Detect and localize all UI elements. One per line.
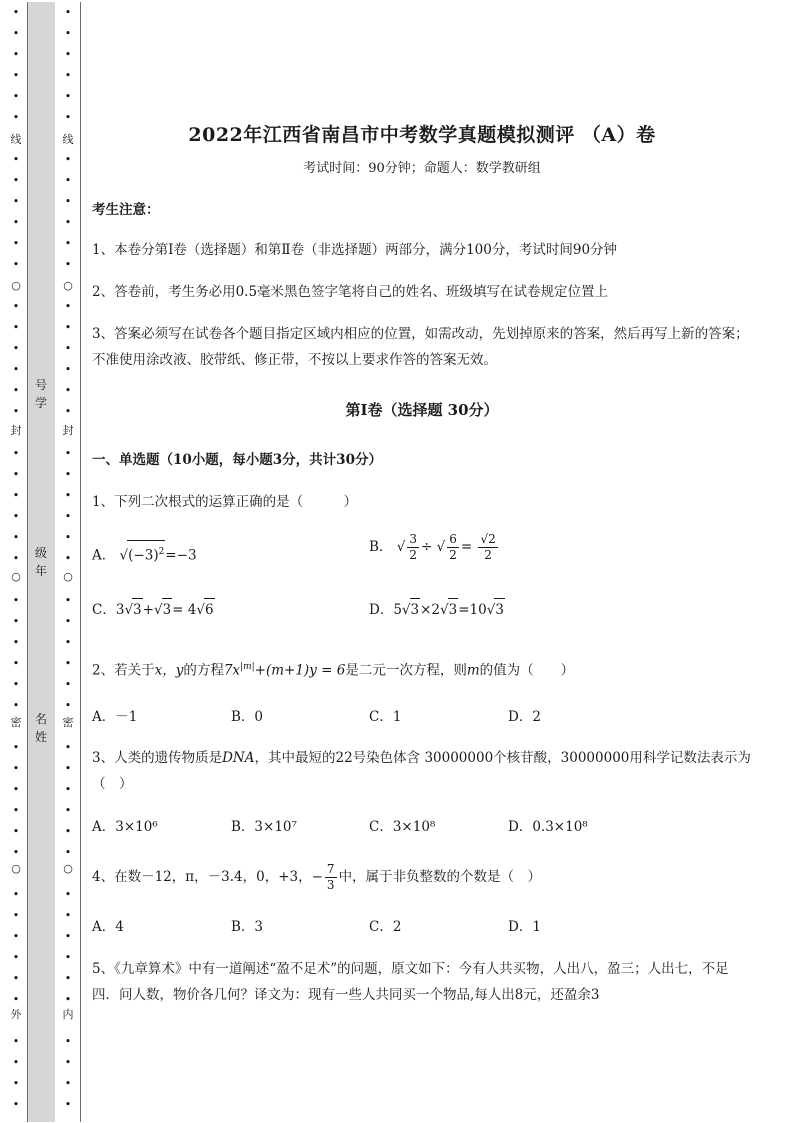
seal-dot: • [64,804,72,817]
seal-mark-seal: 封 [10,424,22,437]
seal-dot: • [12,615,20,628]
seal-dot: • [12,888,20,901]
seal-dot: • [12,1035,20,1048]
question-3-option-a: A．3×10⁶ [92,819,158,835]
seal-mark-bottom: 内 [62,1008,74,1021]
seal-dot: • [12,510,20,523]
seal-dot: • [12,741,20,754]
seal-dot: • [12,930,20,943]
seal-dot: • [64,1056,72,1069]
seal-dot: • [64,6,72,19]
seal-mark-circle: ○ [63,279,73,292]
question-2-stem: 2、若关于x，y的方程$7x^{|m|}+(m+1)y = 6$是二元一次方程，则m的值为（ ） [92,662,575,679]
seal-mark-circle: ○ [63,862,73,875]
seal-dot: • [64,636,72,649]
seal-dot: • [12,1056,20,1069]
seal-mark-bottom: 外 [10,1008,22,1021]
seal-dot: • [64,342,72,355]
seal-mark-secret: 密 [62,716,74,729]
seal-dot: • [12,237,20,250]
seal-mark-line: 线 [10,133,22,146]
question-1-option-b: B． √ $\frac{3}{2}$ ÷ √ $\frac{6}{2}$ = $\frac{√2}{2}$ [369,532,496,562]
seal-dot: • [12,174,20,187]
seal-dot: • [12,195,20,208]
seal-dot: • [12,216,20,229]
seal-dot: • [64,909,72,922]
notice-item-2: 2、答卷前，考生务必用0.5毫米黑色签字笔将自己的姓名、班级填写在试卷规定位置上 [92,284,609,300]
seal-dot: • [64,993,72,1006]
seal-dot: • [64,657,72,670]
seal-dot: • [64,615,72,628]
student-number-label: 号学 [34,378,47,410]
seal-mark-line: 线 [62,133,74,146]
seal-mark-circle: ○ [11,570,21,583]
class-label: 级年 [34,546,47,578]
part1-title: 第I卷（选择题 30分） [345,401,499,419]
question-2-option-b: B．0 [231,709,264,725]
seal-dot: • [64,48,72,61]
seal-dot: • [12,447,20,460]
seal-dot: • [12,657,20,670]
seal-dot: • [12,258,20,271]
seal-dot: • [12,111,20,124]
seal-dot: • [64,741,72,754]
notice-heading: 考生注意： [92,202,160,218]
seal-dot: • [12,909,20,922]
seal-dot: • [12,48,20,61]
question-3-stem: 3、人类的遗传物质是DNA，其中最短的22号染色体含 30000000个核苷酸，30000000用科学记数法表示为（ ） [92,750,751,792]
seal-dot: • [12,321,20,334]
seal-mark-secret: 密 [10,716,22,729]
exam-title: 2022年江西省南昌市中考数学真题模拟测评 （A）卷 [188,124,656,146]
question-2-option-a: A．－1 [92,709,138,725]
seal-dot: • [12,804,20,817]
question-1-option-c: C．3√3+√3= 4√6 [92,598,215,621]
question-4-option-b: B．3 [231,919,264,935]
notice-item-1: 1、本卷分第I卷（选择题）和第Ⅱ卷（非选择题）两部分，满分100分，考试时间90分钟 [92,242,618,258]
seal-dot: • [12,1098,20,1111]
seal-dot: • [12,699,20,712]
question-4-option-a: A．4 [92,919,124,935]
seal-dot: • [12,846,20,859]
seal-dot: • [12,972,20,985]
name-label: 名姓 [34,712,47,744]
seal-mark-seal: 封 [62,424,74,437]
seal-dot: • [64,594,72,607]
seal-dot: • [64,552,72,565]
seal-dot: • [64,762,72,775]
exam-subtitle: 考试时间：90分钟；命题人：数学教研组 [303,161,541,176]
seal-dot: • [64,825,72,838]
seal-dot: • [64,972,72,985]
inner-seal-line [61,0,75,1123]
seal-dot: • [12,153,20,166]
question-1-option-a: A． $√(-3)^2=-3$ [92,540,197,567]
seal-dot: • [12,993,20,1006]
seal-dot: • [12,636,20,649]
seal-dot: • [12,552,20,565]
seal-dot: • [64,237,72,250]
seal-dot: • [12,27,20,40]
seal-dot: • [64,783,72,796]
seal-dot: • [64,846,72,859]
seal-dot: • [12,489,20,502]
seal-dot: • [64,699,72,712]
seal-dot: • [64,384,72,397]
seal-mark-circle: ○ [11,862,21,875]
outer-seal-line [9,0,23,1123]
seal-dot: • [64,153,72,166]
seal-dot: • [64,951,72,964]
seal-dot: • [12,405,20,418]
seal-dot: • [64,363,72,376]
question-3-option-c: C．3×10⁸ [369,819,436,835]
seal-dot: • [64,510,72,523]
seal-dot: • [64,1077,72,1090]
question-5-stem: 5、《九章算术》中有一道阐述“盈不足术”的问题，原文如下：今有人共买物，人出八，盈三；人出七，不足四．问人数，物价各几何？译文为：现有一些人共同买一个物品,每人出8元，还盈余3 [92,961,729,1003]
question-4-option-c: C．2 [369,919,402,935]
seal-dot: • [12,951,20,964]
question-3-option-b: B．3×10⁷ [231,819,297,835]
question-1-option-d: D．5√3×2√3=10√3 [369,598,505,621]
question-3-option-d: D．0.3×10⁸ [508,819,588,835]
seal-dot: • [12,825,20,838]
seal-dot: • [64,468,72,481]
seal-dot: • [64,195,72,208]
seal-dot: • [64,90,72,103]
seal-dot: • [12,762,20,775]
seal-mark-circle: ○ [11,279,21,292]
seal-dot: • [64,174,72,187]
seal-dot: • [12,69,20,82]
seal-dot: • [12,594,20,607]
seal-dot: • [12,90,20,103]
seal-dot: • [12,678,20,691]
seal-dot: • [64,531,72,544]
question-4-option-d: D．1 [508,919,541,935]
seal-dot: • [64,489,72,502]
seal-dot: • [64,1098,72,1111]
section-heading: 一、单选题（10小题，每小题3分，共计30分） [92,452,382,468]
seal-dot: • [64,1035,72,1048]
seal-dot: • [12,531,20,544]
seal-dot: • [64,405,72,418]
seal-dot: • [64,111,72,124]
question-2-option-d: D．2 [508,709,541,725]
seal-dot: • [64,69,72,82]
seal-dot: • [12,1077,20,1090]
seal-dot: • [64,888,72,901]
seal-dot: • [64,258,72,271]
seal-dot: • [12,300,20,313]
seal-dot: • [64,216,72,229]
seal-dot: • [64,678,72,691]
question-1-stem: 1、下列二次根式的运算正确的是（ ） [92,494,358,510]
seal-dot: • [64,300,72,313]
seal-dot: • [12,342,20,355]
seal-dot: • [64,447,72,460]
question-4-stem: 4、在数－12，π，－3.4，0，+3，− $\frac{7}{3}$ 中，属于非负整数的个数是（ ） [92,862,542,892]
seal-dot: • [12,384,20,397]
seal-dot: • [12,468,20,481]
seal-dot: • [12,783,20,796]
seal-dot: • [12,363,20,376]
notice-item-3: 3、答案必须写在试卷各个题目指定区域内相应的位置，如需改动，先划掉原来的答案，然后再写上新的答案；不准使用涂改液、胶带纸、修正带，不按以上要求作答的答案无效。 [92,326,749,368]
seal-dot: • [64,27,72,40]
seal-dot: • [64,321,72,334]
question-2-option-c: C．1 [369,709,402,725]
seal-dot: • [12,6,20,19]
seal-mark-circle: ○ [63,570,73,583]
seal-dot: • [64,930,72,943]
